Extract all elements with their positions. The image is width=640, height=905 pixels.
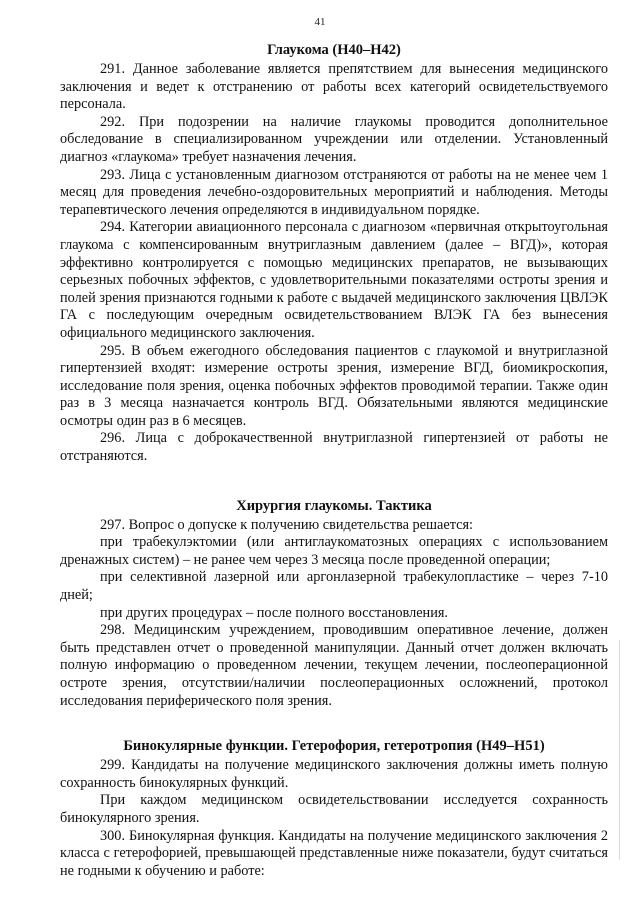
document-body	[60, 41, 608, 880]
paragraph-291: 291. Данное заболевание является препятствием для вынесения медицинского заключения и ведет к отстранению от работы всех категорий освидетельствуемого персонала.	[60, 61, 608, 113]
paragraph-297: 297. Вопрос о допуске к получению свидетельства решается:	[100, 516, 474, 533]
section-title: Хирургия глаукомы. Тактика	[236, 497, 432, 514]
paragraph-300: 300. Бинокулярная функция. Кандидаты на получение медицинского заключения 2 класса с гетерофорией, превышающей представленные ниже показатели, будут считаться не годными к обучению и работе:	[60, 827, 608, 879]
paragraph-298: 298. Медицинским учреждением, проводившим оперативное лечение, должен быть представлен отчет о проведенной манипуляции. Данный отчет должен включать полную информацию о проведенном лечении, текущем лечении, послеоперационной остроте зрения, отсутствии/наличии послеоперационных осложнений, протокол исследования периферического поля зрения.	[60, 622, 608, 709]
section-glaucoma-surgery	[60, 497, 608, 711]
section-glaucoma	[60, 41, 608, 466]
paragraph-299-cont: При каждом медицинском освидетельствовании исследуется сохранность бинокулярного зрения.	[60, 792, 608, 826]
paragraph-294: 294. Категории авиационного персонала с диагнозом «первичная открытоугольная глаукома с компенсированным внутриглазным давлением (далее – ВГД)», которая эффективно контролируется с помощью медицинских препаратов, не вызывающих серьезных побочных эффектов, с удовлетворительными показателями остроты зрения и полей зрения признаются годными к работе с выдачей медицинского заключения ЦВЛЭК ГА с последующим очередным освидетельствованием ВЛЭК ГА без вынесения официального медицинского заключения.	[60, 219, 608, 341]
list-item-trabeculectomy: при трабекулэктомии (или антиглаукоматозных операциях с использованием дренажных систем) – не ранее чем через 3 месяца после проведенной операции;	[60, 534, 608, 568]
paragraph-296: 296. Лица с доброкачественной внутриглазной гипертензией от работы не отстраняются.	[60, 430, 608, 465]
section-title: Бинокулярные функции. Гетерофория, гетеротропия (Н49–Н51)	[123, 738, 545, 755]
list-item-other: при других процедурах – после полного восстановления.	[100, 604, 449, 621]
section-title: Глаукома (Н40–Н42)	[267, 42, 401, 58]
scan-margin-line	[619, 640, 620, 860]
paragraph-295: 295. В объем ежегодного обследования пациентов с глаукомой и внутриглазной гипертензией входят: измерение остроты зрения, измерение ВГД, биомикроскопия, исследование поля зрения, оценка побочных эффектов проводимой терапии. Также один раз в 3 месяца назначается контроль ВГД. Обязательными являются медицинские осмотры один раз в 6 месяцев.	[60, 342, 608, 429]
page-number: 41	[314, 16, 326, 28]
paragraph-299: 299. Кандидаты на получение медицинского заключения должны иметь полную сохранность бинокулярных функций.	[60, 757, 608, 791]
section-binocular	[60, 737, 608, 880]
list-item-laser: при селективной лазерной или аргонлазерной трабекулопластике – через 7-10 дней;	[60, 569, 608, 604]
paragraph-292: 292. При подозрении на наличие глаукомы проводится дополнительное обследование в специализированном учреждении или отделении. Установленный диагноз «глаукома» требует назначения лечения.	[60, 113, 608, 165]
paragraph-293: 293. Лица с установленным диагнозом отстраняются от работы на не менее чем 1 месяц для проведения лечебно-оздоровительных мероприятий и наблюдения. Методы терапевтического лечения определяются в индивидуальном порядке.	[60, 166, 608, 218]
